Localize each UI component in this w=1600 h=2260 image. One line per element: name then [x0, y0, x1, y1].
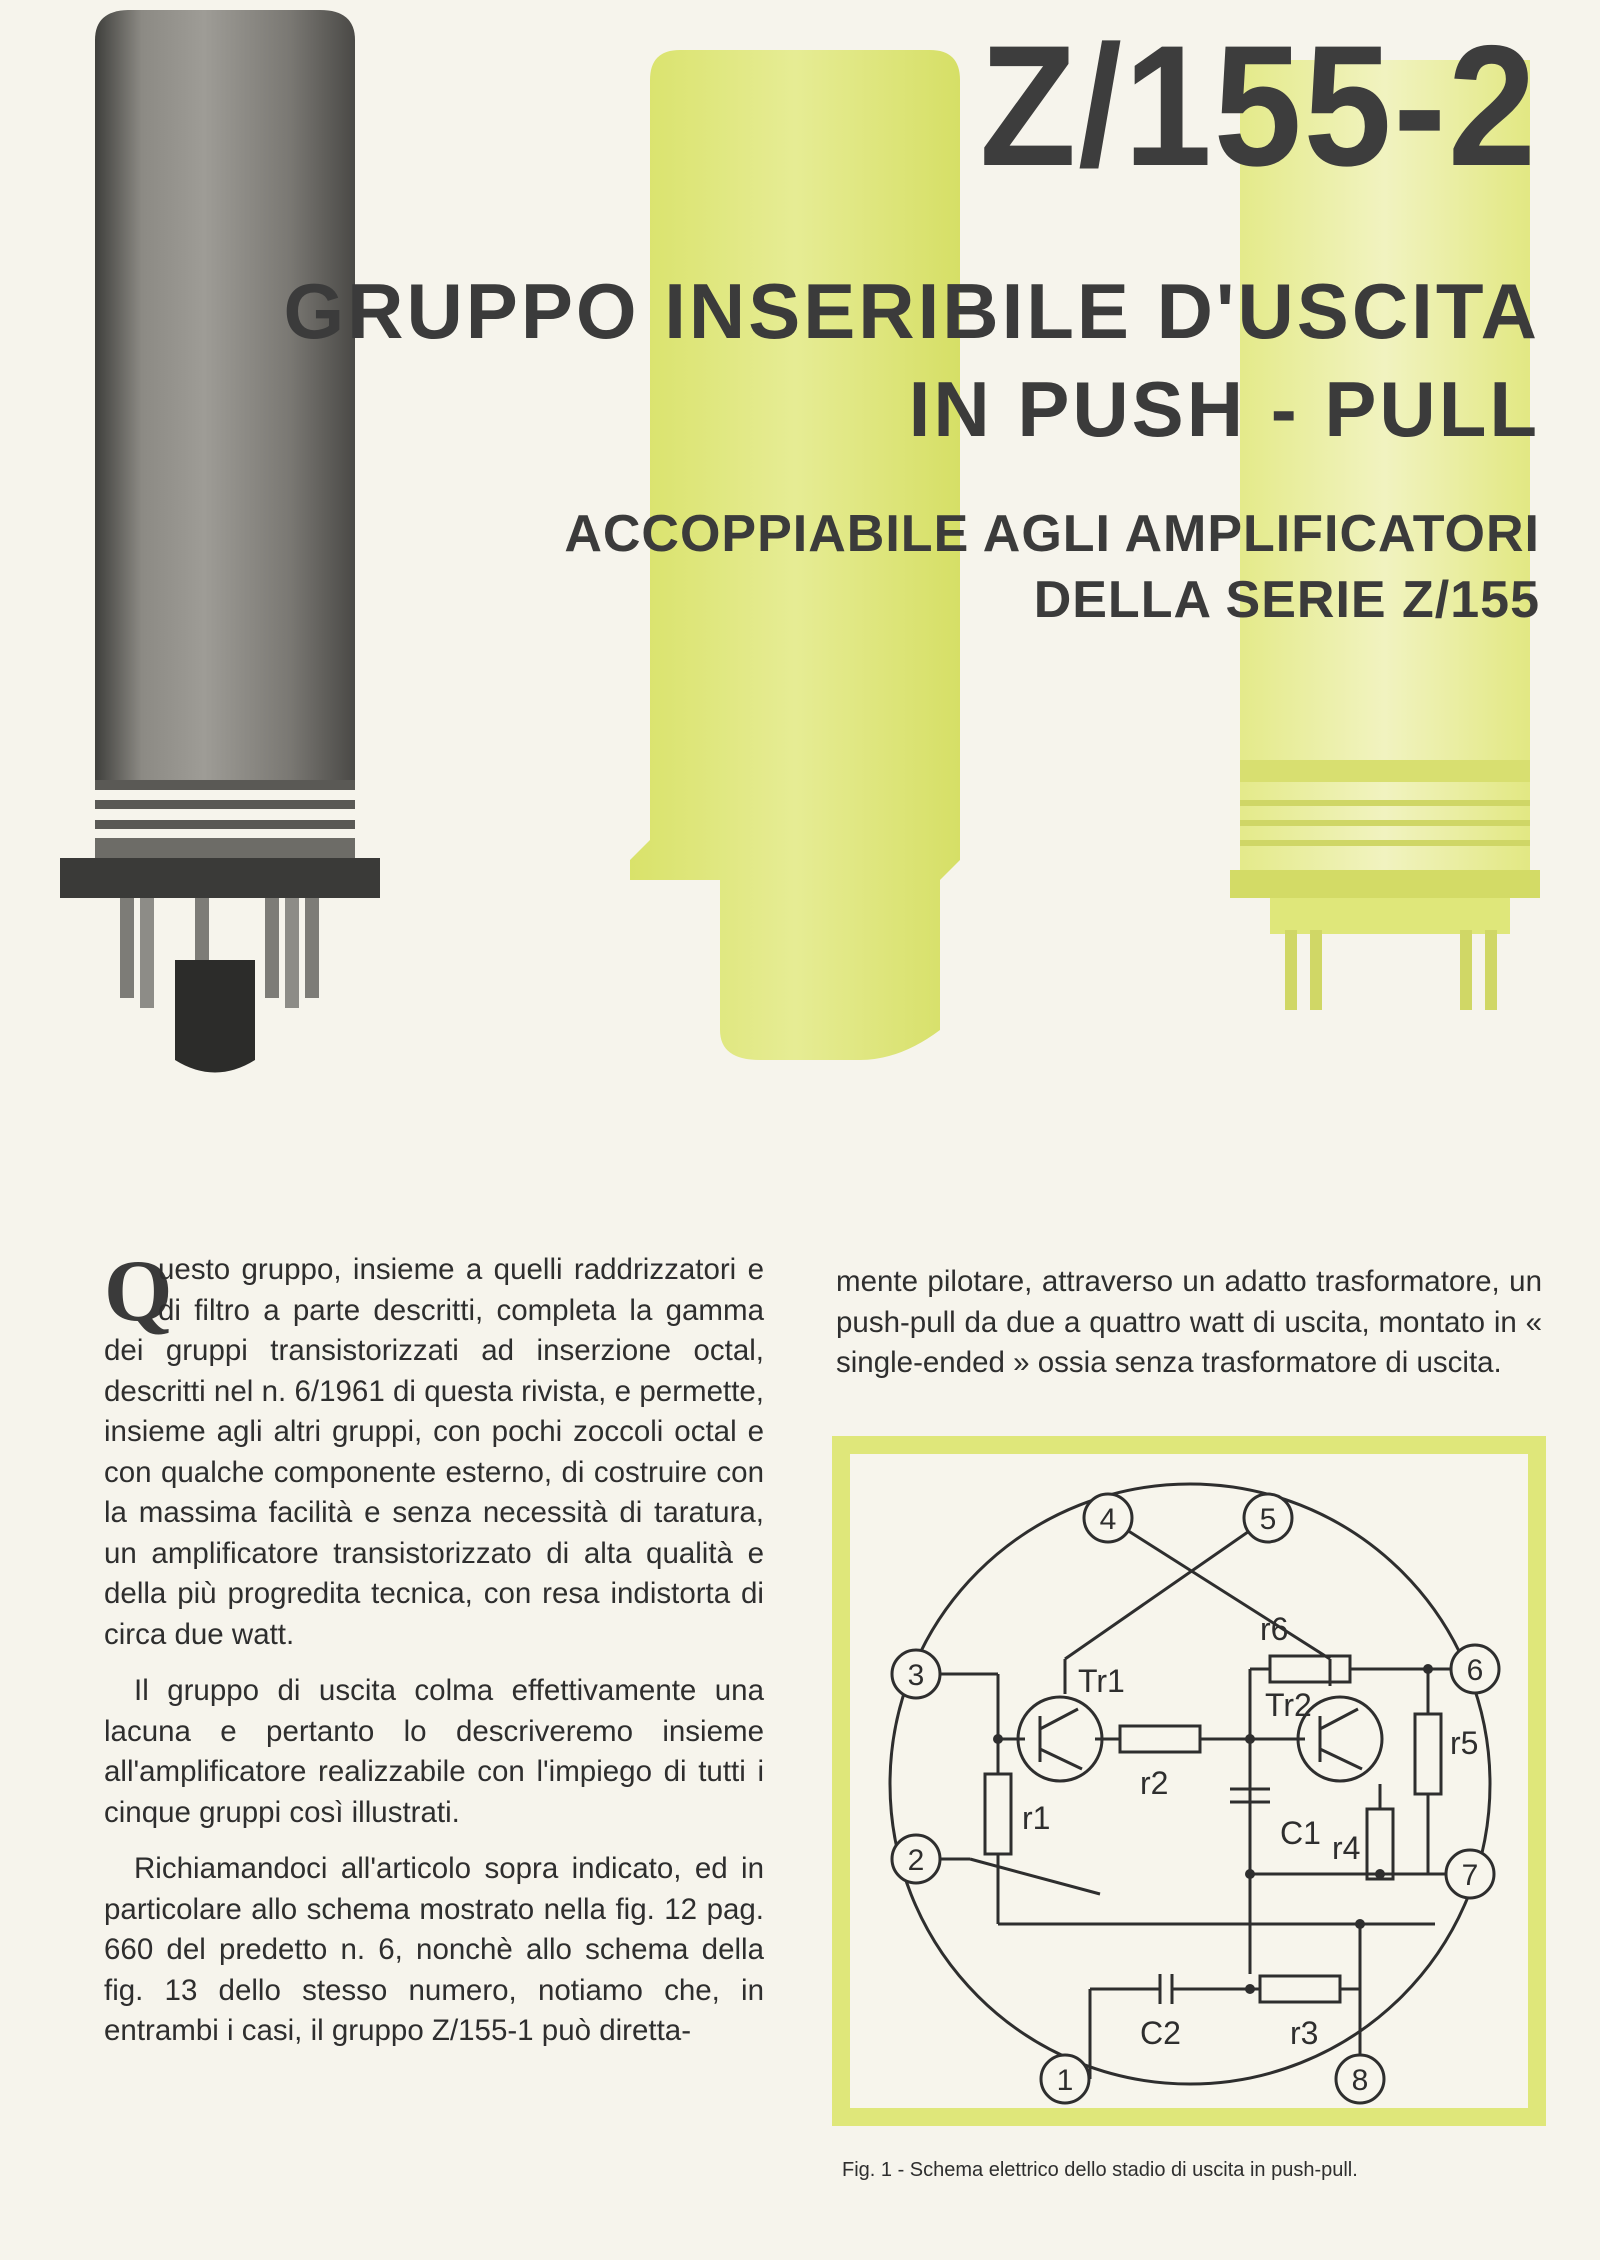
article-column-1 — [104, 1243, 764, 2111]
paragraph-3-start: Richiamandoci all'articolo sopra indicato, ed in particolare allo schema mostrato nella fig. 12 pag. 660 del predetto n. 6, nonchè allo schema della fig. 13 dello stesso numero, notiamo che, in entrambi i casi, il gruppo Z/155-1 può diretta- — [104, 1852, 764, 2047]
model-title: Z/155-2 — [979, 10, 1538, 202]
label-r3: r3 — [1290, 2015, 1319, 2051]
pin-3-label: 3 — [907, 1659, 925, 1692]
pin-8-label: 8 — [1351, 2064, 1369, 2097]
schematic-frame — [832, 1436, 1546, 2126]
label-r6: r6 — [1260, 1611, 1289, 1647]
paragraph-3-continued: mente pilotare, attraverso un adatto trasformatore, un push-pull da due a quattro watt di uscita, montato in « single-ended » ossia senza trasformatore di uscita. — [836, 1265, 1542, 1379]
title-line-1: GRUPPO INSERIBILE D'USCITA — [283, 267, 1540, 355]
label-r4: r4 — [1332, 1830, 1361, 1866]
drop-cap: Q — [104, 1243, 173, 1340]
label-r2: r2 — [1140, 1765, 1169, 1801]
paragraph-2: Il gruppo di uscita colma effettivamente una lacuna e pertanto lo descriveremo insieme all'amplificatore realizzabile con l'impiego di tutti i cinque gruppi così illustrati. — [104, 1674, 764, 1829]
pin-5-label: 5 — [1259, 1503, 1277, 1536]
label-tr2: Tr2 — [1265, 1687, 1312, 1723]
label-c1: C1 — [1280, 1815, 1321, 1851]
push-pull-schematic — [850, 1454, 1528, 2108]
title-line-2: IN PUSH - PULL — [908, 365, 1540, 453]
transistor-tr1 — [1018, 1697, 1102, 1781]
pin-4-label: 4 — [1099, 1503, 1117, 1536]
metal-tube — [60, 10, 380, 1073]
pin-1-label: 1 — [1056, 2064, 1074, 2097]
label-c2: C2 — [1140, 2015, 1181, 2051]
subtitle-line-2: DELLA SERIE Z/155 — [1033, 571, 1540, 629]
pin-2-label: 2 — [907, 1844, 925, 1877]
pin-6-label: 6 — [1466, 1654, 1484, 1687]
paragraph-intro: uesto gruppo, insieme a quelli raddrizzatori e di filtro a parte descritti, completa la gamma dei gruppi transistorizzati ad inserzione octal, descritti nel n. 6/1961 di questa rivista, e permette, insieme agli altri gruppi, con pochi zoccoli octal e con qualche componente esterno, di costruire con la massima facilità e senza necessità di taratura, un amplificatore transistorizzato di alta qualità e della più progredita tecnica, con resa indistorta di circa due watt. — [104, 1253, 764, 1651]
figure-caption: Fig. 1 - Schema elettrico dello stadio di uscita in push-pull. — [842, 2159, 1358, 2181]
pin-7-label: 7 — [1461, 1859, 1479, 1892]
label-r1: r1 — [1022, 1800, 1051, 1836]
article-column-2 — [836, 1262, 1542, 1424]
subtitle-line-1: ACCOPPIABILE AGLI AMPLIFICATORI — [564, 505, 1540, 563]
label-r5: r5 — [1450, 1725, 1479, 1761]
label-tr1: Tr1 — [1078, 1663, 1125, 1699]
